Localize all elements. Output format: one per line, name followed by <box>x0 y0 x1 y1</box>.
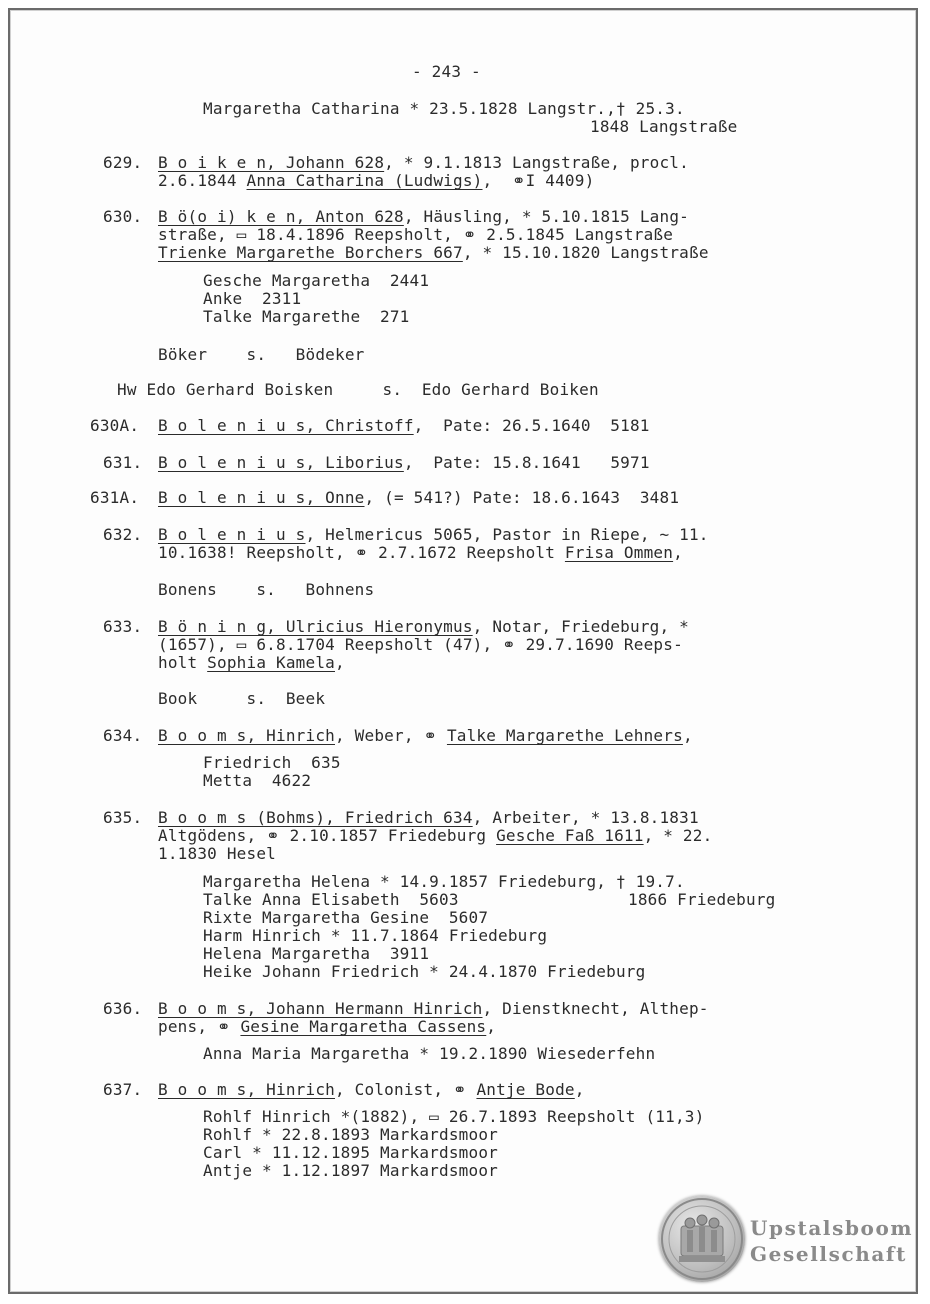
entry-635-child-6: Heike Johann Friedrich * 24.4.1870 Friedeburg <box>203 962 646 981</box>
entry-633-line3 <box>158 654 345 672</box>
entry-629-line2 <box>158 172 594 190</box>
entry-635-child-2: Talke Anna Elisabeth 5603 <box>203 890 459 909</box>
entry-633-place: holt <box>158 653 208 672</box>
entry-637-line1 <box>158 1081 585 1099</box>
entry-636-place: pens, ⚭ <box>158 1017 241 1036</box>
entry-634-child-1: Friedrich 635 <box>203 753 341 772</box>
entry-630A-details: , Pate: 26.5.1640 5181 <box>413 416 650 435</box>
entry-635-name: B o o m s (Bohms), Friedrich 634 <box>158 808 473 827</box>
entry-634-line1 <box>158 727 693 745</box>
entry-630-line1 <box>158 208 689 226</box>
entry-635-child-5: Helena Margaretha 3911 <box>203 944 430 963</box>
entry-632-marriage: 10.1638! Reepsholt, ⚭ 2.7.1672 Reepsholt <box>158 543 565 562</box>
entry-633-name: B ö n i n g, Ulricius Hieronymus <box>158 617 473 636</box>
entry-635-number: 635. <box>103 808 143 827</box>
entry-633-spouse: Sophia Kamela <box>207 653 335 672</box>
entry-636-child-1: Anna Maria Margaretha * 19.2.1890 Wiesederfehn <box>203 1044 656 1063</box>
entry-629-date: 2.6.1844 <box>158 171 247 190</box>
ref-bonens: Bonens s. Bohnens <box>158 580 375 599</box>
line-margaretha-catharina: Margaretha Catharina * 23.5.1828 Langstr.,† 25.3. <box>203 99 685 118</box>
entry-630-number: 630. <box>103 207 143 226</box>
entry-630-child-3: Talke Margarethe 271 <box>203 307 410 326</box>
entry-637-end: , <box>574 1080 585 1099</box>
entry-636-end: , <box>486 1017 497 1036</box>
entry-636-line1 <box>158 1000 709 1018</box>
ref-book: Book s. Beek <box>158 689 326 708</box>
entry-635-line3: 1.1830 Hesel <box>158 844 276 863</box>
entry-634-name: B o o m s, Hinrich <box>158 726 335 745</box>
entry-632-end: , <box>673 543 683 562</box>
entry-635-child-1: Margaretha Helena * 14.9.1857 Friedeburg, † 19.7. <box>203 872 685 891</box>
entry-637-occupation: , Colonist, ⚭ <box>335 1080 477 1099</box>
entry-635-details: , Arbeiter, * 13.8.1831 <box>472 808 699 827</box>
entry-631-name: B o l e n i u s, Liborius <box>158 453 404 472</box>
entry-631A-details: , (= 541?) Pate: 18.6.1643 3481 <box>364 488 680 507</box>
entry-630-line2: straße, ▭ 18.4.1896 Reepsholt, ⚭ 2.5.1845 Langstraße <box>158 225 674 244</box>
entry-632-details: , Helmericus 5065, Pastor in Riepe, ~ 11. <box>305 525 709 544</box>
entry-637-child-4: Antje * 1.12.1897 Markardsmoor <box>203 1161 498 1180</box>
entry-636-spouse: Gesine Margaretha Cassens <box>240 1017 487 1036</box>
entry-633-number: 633. <box>103 617 143 636</box>
logo-text-upstalsboom: Upstalsboom <box>750 1216 914 1240</box>
entry-636-line2 <box>158 1018 496 1036</box>
entry-637-child-1: Rohlf Hinrich *(1882), ▭ 26.7.1893 Reepsholt (11,3) <box>203 1107 705 1126</box>
page-number: - 243 - <box>412 62 481 81</box>
entry-632-line2 <box>158 544 683 562</box>
entry-630A-number: 630A. <box>90 416 140 435</box>
entry-635-line1 <box>158 809 699 827</box>
entry-635-child-4: Harm Hinrich * 11.7.1864 Friedeburg <box>203 926 548 945</box>
logo-text-gesellschaft: Gesellschaft <box>750 1242 907 1266</box>
entry-637-name: B o o m s, Hinrich <box>158 1080 335 1099</box>
entry-630-line3 <box>158 244 709 262</box>
entry-630-spouse: Trienke Margarethe Borchers 667 <box>158 243 463 262</box>
entry-635-line2 <box>158 827 712 845</box>
entry-634-child-2: Metta 4622 <box>203 771 312 790</box>
entry-629-name: B o i k e n, Johann 628 <box>158 153 385 172</box>
entry-631A-number: 631A. <box>90 488 140 507</box>
entry-635-child-3: Rixte Margaretha Gesine 5607 <box>203 908 489 927</box>
entry-630-child-1: Gesche Margaretha 2441 <box>203 271 430 290</box>
entry-631-details: , Pate: 15.8.1641 5971 <box>403 453 650 472</box>
entry-634-occupation: , Weber, ⚭ <box>335 726 447 745</box>
entry-630-name: B ö(o i) k e n, Anton 628 <box>158 207 404 226</box>
entry-631-number: 631. <box>103 453 143 472</box>
entry-637-child-2: Rohlf * 22.8.1893 Markardsmoor <box>203 1125 498 1144</box>
entry-632-spouse: Frisa Ommen <box>564 543 674 562</box>
entry-629-details: , * 9.1.1813 Langstraße, procl. <box>384 153 689 172</box>
line-margaretha-catharina-cont: 1848 Langstraße <box>590 117 738 136</box>
entry-629-spouse: Anna Catharina (Ludwigs) <box>246 171 483 190</box>
entry-634-spouse: Talke Margarethe Lehners <box>446 726 683 745</box>
entry-630-details: , Häusling, * 5.10.1815 Lang- <box>403 207 689 226</box>
entry-635-marriage: Altgödens, ⚭ 2.10.1857 Friedeburg <box>158 826 497 845</box>
entry-633-line2: (1657), ▭ 6.8.1704 Reepsholt (47), ⚭ 29.7.1690 Reeps- <box>158 635 683 654</box>
entry-632-line1 <box>158 526 709 544</box>
entry-637-spouse: Antje Bode <box>476 1080 575 1099</box>
entry-631A-name: B o l e n i u s, Onne <box>158 488 365 507</box>
entry-637-number: 637. <box>103 1080 143 1099</box>
entry-636-details: , Dienstknecht, Althep- <box>482 999 709 1018</box>
entry-630A-name: B o l e n i u s, Christoff <box>158 416 414 435</box>
entry-629-line1 <box>158 154 689 172</box>
society-seal-icon <box>659 1196 745 1282</box>
entry-629-ref: , ⚭I 4409) <box>482 171 595 190</box>
entry-633-details: , Notar, Friedeburg, * <box>472 617 689 636</box>
entry-633-end: , <box>335 653 345 672</box>
entry-629-number: 629. <box>103 153 143 172</box>
ref-boeker: Böker s. Bödeker <box>158 345 365 364</box>
entry-634-end: , <box>682 726 693 745</box>
entry-631-line1 <box>158 454 650 472</box>
entry-634-number: 634. <box>103 726 143 745</box>
entry-636-number: 636. <box>103 999 143 1018</box>
ref-hw-boisken: Hw Edo Gerhard Boisken s. Edo Gerhard Boiken <box>117 380 599 399</box>
entry-631A-line1 <box>158 489 679 507</box>
entry-635-spouse-birth: , * 22. <box>643 826 713 845</box>
entry-635-spouse: Gesche Faß 1611 <box>496 826 644 845</box>
entry-632-name: B o l e n i u s <box>158 525 306 544</box>
entry-635-child-1-death-place: 1866 Friedeburg <box>628 890 776 909</box>
entry-633-line1 <box>158 618 689 636</box>
entry-636-name: B o o m s, Johann Hermann Hinrich <box>158 999 483 1018</box>
entry-630-spouse-details: , * 15.10.1820 Langstraße <box>462 243 709 262</box>
entry-630-child-2: Anke 2311 <box>203 289 302 308</box>
entry-637-child-3: Carl * 11.12.1895 Markardsmoor <box>203 1143 498 1162</box>
entry-632-number: 632. <box>103 525 143 544</box>
entry-630A-line1 <box>158 417 650 435</box>
